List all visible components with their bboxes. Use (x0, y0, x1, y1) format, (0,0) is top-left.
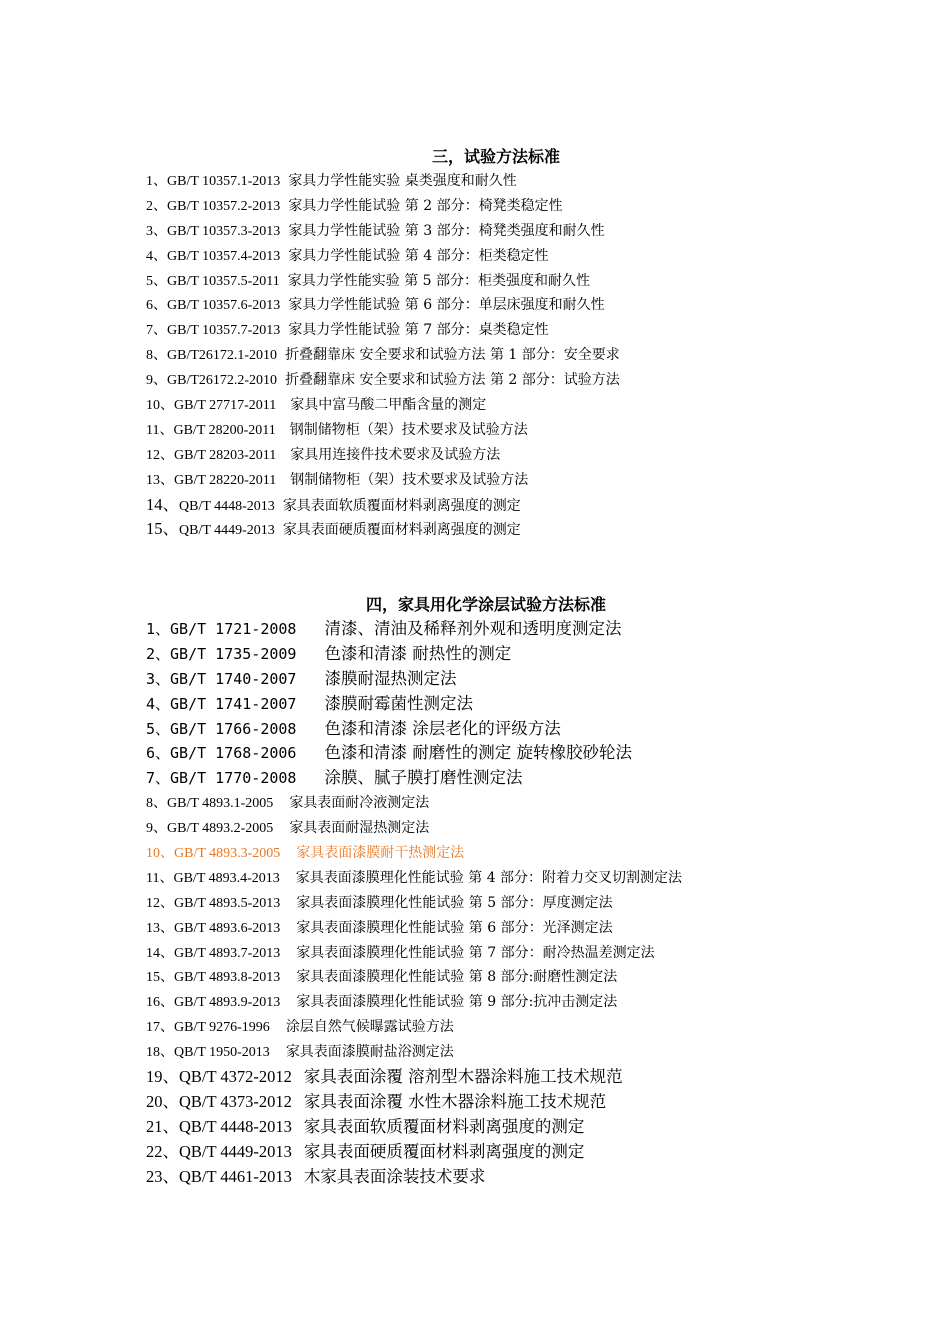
list-item: 14、GB/T 4893.7-2013 家具表面漆膜理化性能试验 第 7 部分：耐冷热温差测定法 (146, 944, 655, 961)
list-item: 4、GB/T 1741-2007 漆膜耐霉菌性测定法 (146, 693, 473, 713)
list-item: 12、GB/T 28203-2011 家具用连接件技术要求及试验方法 (146, 446, 501, 463)
list-item: 17、GB/T 9276-1996 涂层自然气候曝露试验方法 (146, 1019, 454, 1036)
list-item: 16、GB/T 4893.9-2013 家具表面漆膜理化性能试验 第 9 部分:抗冲击测定法 (146, 994, 618, 1011)
list-item: 13、GB/T 4893.6-2013 家具表面漆膜理化性能试验 第 6 部分：光泽测定法 (146, 919, 613, 936)
list-item: 9、GB/T26172.2-2010 折叠翻靠床 安全要求和试验方法 第 2 部分：试验方法 (146, 372, 620, 389)
list-item: 3、GB/T 10357.3-2013 家具力学性能试验 第 3 部分：椅凳类强度和耐久性 (146, 222, 605, 239)
list-item: 18、QB/T 1950-2013 家具表面漆膜耐盐浴测定法 (146, 1044, 454, 1061)
list-item: 15、QB/T 4449-2013 家具表面硬质覆面材料剥离强度的测定 (146, 519, 521, 539)
section-heading: 四，家具用化学涂层试验方法标准 (366, 595, 607, 614)
list-item: 8、GB/T 4893.1-2005 家具表面耐冷液测定法 (146, 795, 430, 812)
list-item: 3、GB/T 1740-2007 漆膜耐湿热测定法 (146, 668, 457, 688)
list-item: 14、QB/T 4448-2013 家具表面软质覆面材料剥离强度的测定 (146, 494, 521, 514)
list-item: 5、GB/T 10357.5-2011 家具力学性能实验 第 5 部分：柜类强度和耐久性 (146, 272, 591, 289)
list-item: 8、GB/T26172.1-2010 折叠翻靠床 安全要求和试验方法 第 1 部分：安全要求 (146, 347, 620, 364)
list-item: 13、GB/T 28220-2011 钢制储物柜（架）技术要求及试验方法 (146, 471, 529, 488)
list-item: 22、QB/T 4449-2013 家具表面硬质覆面材料剥离强度的测定 (146, 1141, 585, 1161)
list-item: 6、GB/T 1768-2006 色漆和清漆 耐磨性的测定 旋转橡胶砂轮法 (146, 743, 632, 763)
list-item: 12、GB/T 4893.5-2013 家具表面漆膜理化性能试验 第 5 部分：厚度测定法 (146, 894, 613, 911)
list-item: 20、QB/T 4373-2012 家具表面涂覆 水性木器涂料施工技术规范 (146, 1091, 607, 1111)
section-chemical-coating-methods (146, 593, 866, 1189)
list-item: 4、GB/T 10357.4-2013 家具力学性能试验 第 4 部分：柜类稳定性 (146, 247, 549, 264)
list-item: 11、GB/T 28200-2011 钢制储物柜（架）技术要求及试验方法 (146, 421, 528, 438)
list-item: 7、GB/T 10357.7-2013 家具力学性能试验 第 7 部分：桌类稳定性 (146, 322, 549, 339)
list-item: 1、GB/T 10357.1-2013 家具力学性能实验 桌类强度和耐久性 (146, 173, 517, 189)
list-item: 11、GB/T 4893.4-2013 家具表面漆膜理化性能试验 第 4 部分：附着力交叉切割测定法 (146, 869, 683, 886)
list-item: 15、GB/T 4893.8-2013 家具表面漆膜理化性能试验 第 8 部分:耐磨性测定法 (146, 969, 618, 986)
list-item: 9、GB/T 4893.2-2005 家具表面耐湿热测定法 (146, 820, 430, 837)
list-item: 21、QB/T 4448-2013 家具表面软质覆面材料剥离强度的测定 (146, 1116, 585, 1136)
list-item: 2、GB/T 10357.2-2013 家具力学性能试验 第 2 部分：椅凳类稳定性 (146, 197, 563, 214)
section-test-methods (146, 145, 866, 542)
list-item: 7、GB/T 1770-2008 涂膜、腻子膜打磨性测定法 (146, 768, 523, 788)
list-item: 10、GB/T 27717-2011 家具中富马酸二甲酯含量的测定 (146, 397, 487, 414)
list-item: 5、GB/T 1766-2008 色漆和清漆 涂层老化的评级方法 (146, 718, 561, 738)
section-heading: 三，试验方法标准 (432, 147, 561, 166)
list-item: 1、GB/T 1721-2008 清漆、清油及稀释剂外观和透明度测定法 (146, 619, 622, 638)
list-item: 19、QB/T 4372-2012 家具表面涂覆 溶剂型木器涂料施工技术规范 (146, 1067, 623, 1087)
list-item: 2、GB/T 1735-2009 色漆和清漆 耐热性的测定 (146, 643, 512, 663)
list-item: 6、GB/T 10357.6-2013 家具力学性能试验 第 6 部分：单层床强度和耐久性 (146, 297, 605, 314)
list-item-highlighted: 10、GB/T 4893.3-2005 家具表面漆膜耐干热测定法 (146, 845, 465, 862)
list-item: 23、QB/T 4461-2013 木家具表面涂装技术要求 (146, 1166, 486, 1186)
